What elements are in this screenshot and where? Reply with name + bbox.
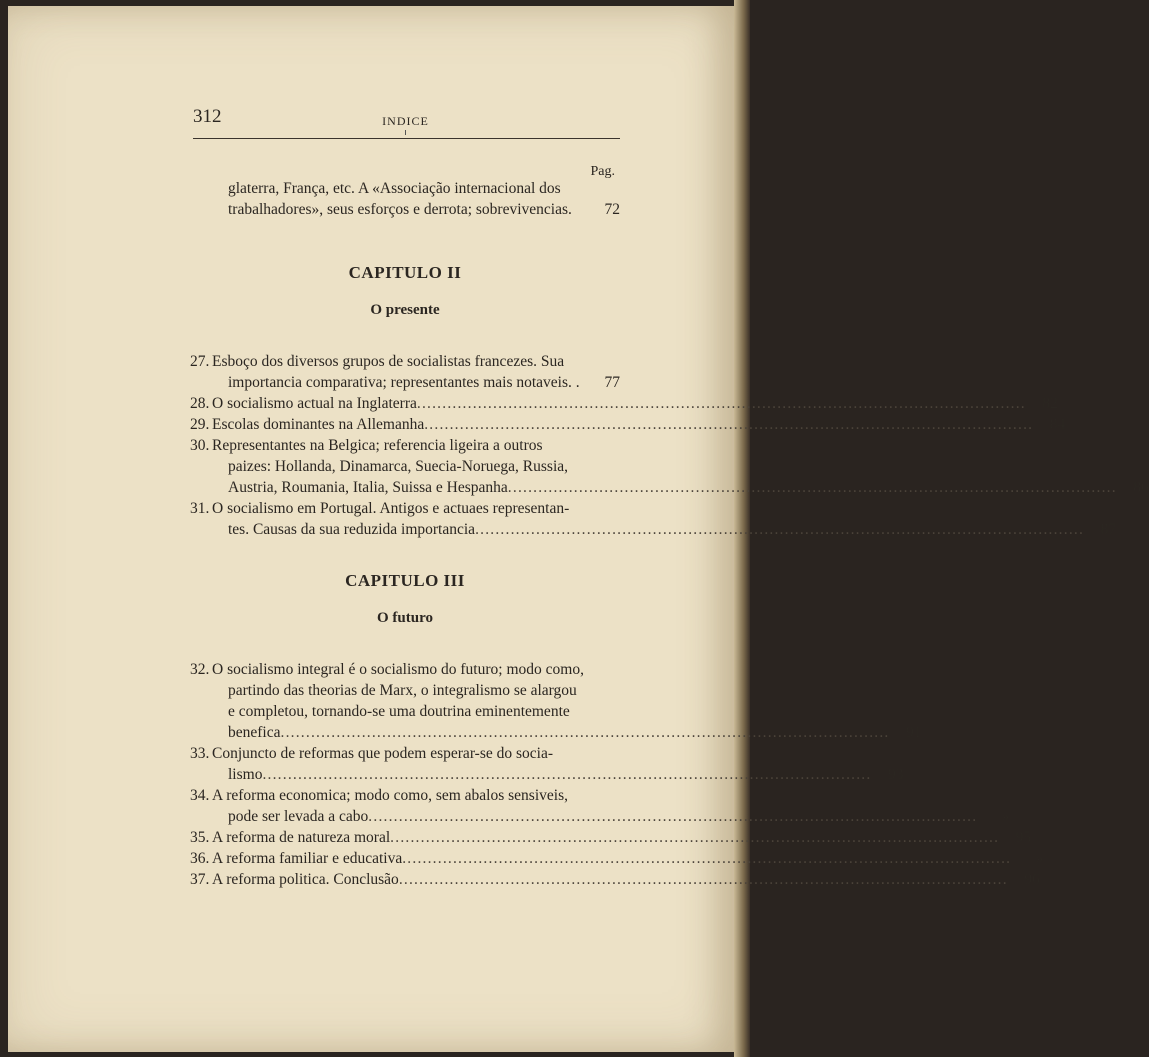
entry-line: benefica........................................................................................................................: [228, 724, 890, 741]
leader-dots: ........................................................................................................................: [416, 395, 1026, 412]
entry-line: e completou, tornando-se uma doutrina eminentemente: [228, 703, 570, 720]
entry-line: A reforma politica. Conclusão........................................................................................................................: [212, 871, 1008, 888]
entry-line: A reforma familiar e educativa........................................................................................................................: [212, 850, 1012, 867]
page-ref: »: [1035, 850, 1044, 867]
page-ref: 96: [1024, 871, 1040, 888]
page-ref: 72: [604, 201, 620, 218]
leader-dots: ........................................................................................................................: [262, 766, 872, 783]
page-header: [193, 104, 618, 136]
entry-number: 28.: [190, 395, 210, 412]
page-ref: 95: [1015, 829, 1032, 846]
entry-line: partindo das theorias de Marx, o integralismo se alargou: [228, 682, 577, 699]
leader-dots: ........................................................................................................................: [398, 871, 1008, 888]
page-ref: 93: [887, 766, 904, 783]
leader-dots: ........................................................................................................................: [507, 479, 1117, 496]
index-entry: [190, 869, 1040, 890]
entry-line: A reforma economica; modo como, sem abalos sensiveis,: [212, 787, 568, 804]
entry-line: Escolas dominantes na Allemanha........................................................................................................................: [212, 416, 1034, 433]
entry-line: Austria, Roumania, Italia, Suissa e Hespanha........................................................................................................................: [228, 479, 1117, 496]
entry-number: 31.: [190, 500, 210, 517]
entry-number: 30.: [190, 437, 210, 454]
entry-line: O socialismo em Portugal. Antigos e actuaes representan-: [212, 500, 570, 517]
index-entry: [190, 848, 1044, 869]
leader-dots: ........................................................................................................................: [390, 829, 1000, 846]
entry-number: 33.: [190, 745, 210, 762]
entry-number: 32.: [190, 661, 210, 678]
entry-line: tes. Causas da sua reduzida importancia........................................................................................................................: [228, 521, 1085, 538]
entry-number: 34.: [190, 787, 210, 804]
index-entry: [190, 351, 620, 393]
chapter-heading: CAPITULO II: [348, 263, 462, 282]
entry-line: O socialismo actual na Inglaterra........................................................................................................................: [212, 395, 1026, 412]
index-entry: [190, 393, 1058, 414]
leader-dots: ........................................................................................................................: [402, 850, 1012, 867]
chapter-subheading: O presente: [370, 302, 440, 318]
running-title: INDICE: [382, 114, 429, 128]
leader-dots: ........................................................................................................................: [280, 724, 890, 741]
entry-line: O socialismo integral é o socialismo do futuro; modo como,: [212, 661, 584, 678]
leader-dots: ........................................................................................................................: [424, 416, 1034, 433]
entry-line: Esboço dos diversos grupos de socialistas francezes. Sua: [212, 353, 565, 370]
entry-line: Conjuncto de reformas que podem esperar-se do socia-: [212, 745, 553, 762]
entry-line: paizes: Hollanda, Dinamarca, Suecia-Noruega, Russia,: [228, 458, 569, 475]
leader-dots: ........................................................................................................................: [475, 521, 1085, 538]
entry-line: lismo........................................................................................................................: [228, 766, 872, 783]
entry-number: 27.: [190, 353, 210, 370]
continuation-line: trabalhadores», seus esforços e derrota; sobrevivencias.: [228, 201, 572, 218]
entry-number: 29.: [190, 416, 210, 433]
page-ref: 84: [1049, 416, 1066, 433]
page-ref: 82: [1042, 395, 1058, 412]
entry-number: 37.: [190, 871, 210, 888]
index-entry: [190, 498, 1117, 540]
entry-line: importancia comparativa; representantes mais notaveis. .: [228, 374, 580, 391]
index-entry: [190, 743, 904, 785]
page-ref: 77: [604, 374, 620, 391]
leader-dots: ........................................................................................................................: [368, 808, 978, 825]
pag-label: Pag.: [590, 164, 615, 179]
chapter-entries: [190, 351, 1149, 540]
continuation-entry: [190, 178, 620, 220]
entry-line: pode ser levada a cabo........................................................................................................................: [228, 808, 978, 825]
page-ref: »: [1001, 808, 1010, 825]
entry-line: A reforma de natureza moral........................................................................................................................: [212, 829, 1000, 846]
index-entry: [190, 435, 1149, 498]
index-entry: [190, 827, 1032, 848]
page-ref: 87: [1100, 521, 1117, 538]
entry-number: 36.: [190, 850, 210, 867]
entry-line: Representantes na Belgica; referencia ligeira a outros: [212, 437, 543, 454]
index-entry: [190, 414, 1066, 435]
chapter-entries: [190, 659, 1044, 890]
page-ref: 91: [906, 724, 922, 741]
chapter-subheading: O futuro: [377, 610, 433, 626]
index-entry: [190, 659, 922, 743]
entry-number: 35.: [190, 829, 210, 846]
page-ref: 86: [1133, 479, 1149, 496]
index-body: [190, 178, 1149, 890]
continuation-line: glaterra, França, etc. A «Associação internacional dos: [228, 180, 561, 197]
header-rule: [193, 138, 620, 139]
chapter-heading: CAPITULO III: [345, 571, 465, 590]
index-entry: [190, 785, 1010, 827]
page-number: 312: [193, 106, 222, 127]
